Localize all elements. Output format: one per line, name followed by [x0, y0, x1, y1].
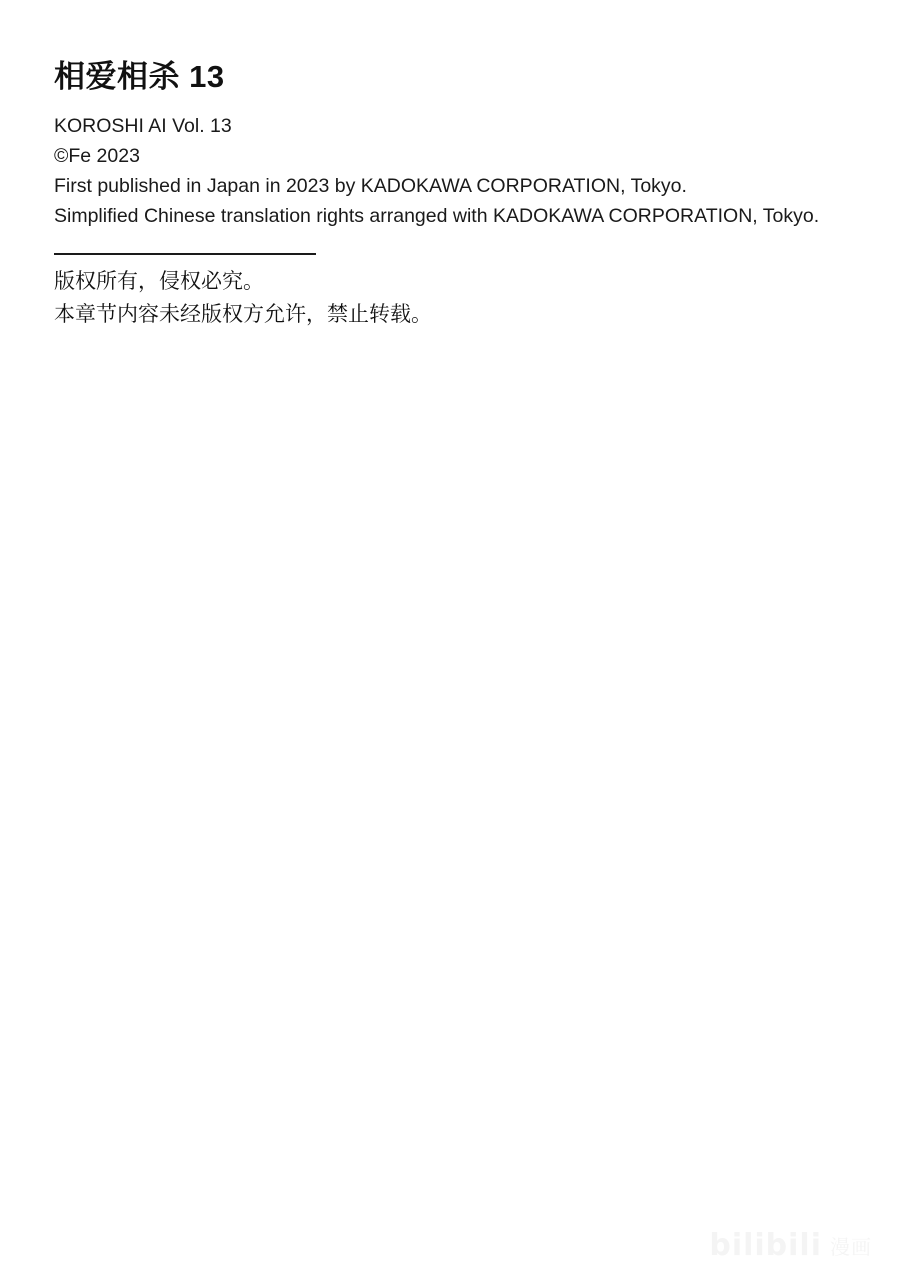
publication-line: First published in Japan in 2023 by KADOKAWA CORPORATION, Tokyo.: [54, 174, 687, 197]
copyright-notice-line-2: 本章节内容未经版权方允许，禁止转载。: [54, 302, 432, 326]
divider: [54, 253, 316, 255]
watermark-suffix-text: 漫画: [830, 1237, 872, 1259]
rights-line: Simplified Chinese translation rights arranged with KADOKAWA CORPORATION, Tokyo.: [54, 204, 820, 227]
bilibili-watermark: [709, 1228, 872, 1263]
copyright-notice-line-1: 版权所有，侵权必究。: [54, 269, 264, 293]
copyright-block: [54, 58, 894, 331]
bilibili-logo-text: bilibili: [709, 1228, 822, 1263]
copyright-holder: ©Fe 2023: [54, 144, 140, 167]
page-title: 相爱相杀 13: [54, 59, 225, 94]
romanized-title: KOROSHI AI Vol. 13: [54, 114, 232, 137]
